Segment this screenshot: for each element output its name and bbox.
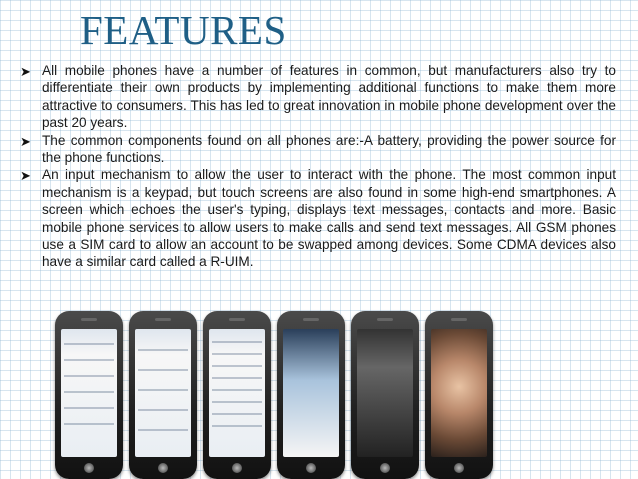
- arrow-bullet-icon: ➤: [20, 168, 31, 184]
- phone-speaker: [377, 318, 393, 321]
- phone-speaker: [81, 318, 97, 321]
- arrow-bullet-icon: ➤: [20, 64, 31, 79]
- phone-screen: [357, 329, 413, 457]
- phone-speaker: [229, 318, 245, 321]
- phone-image-row: [55, 304, 605, 479]
- phone-screen: [431, 329, 487, 457]
- bullet-text: All mobile phones have a number of features in common, but manufacturers also try to differentiate their own products by implementing additional functions to make them more attractive to consumers. This has led to great innovation in mobile phone development over the past 20 years.: [42, 63, 616, 131]
- phone-image: [129, 311, 197, 479]
- phone-speaker: [155, 318, 171, 321]
- bullet-item: [20, 132, 616, 167]
- bullet-item: [20, 166, 616, 270]
- slide-title: FEATURES: [80, 7, 287, 53]
- phone-trackball: [454, 463, 464, 473]
- phone-image: [55, 311, 123, 479]
- phone-speaker: [451, 318, 467, 321]
- bullet-item: [20, 62, 616, 132]
- phone-trackball: [84, 463, 94, 473]
- phone-trackball: [158, 463, 168, 473]
- bullet-list: [20, 62, 616, 271]
- arrow-bullet-icon: ➤: [20, 133, 31, 149]
- bullet-text: An input mechanism to allow the user to interact with the phone. The most common input mechanism is a keypad, but touch screens are also found in some high-end smartphones. A screen which echoes the user's typing, displays text messages, contacts and more. Basic mobile phone services to allow users to make calls and send text messages. All GSM phones use a SIM card to allow an account to be swapped among devices. Some CDMA devices also have a similar card called a R-UIM.: [42, 167, 616, 270]
- phone-image: [425, 311, 493, 479]
- phone-trackball: [306, 463, 316, 473]
- phone-image: [277, 311, 345, 479]
- phone-screen: [209, 329, 265, 457]
- phone-screen: [283, 329, 339, 457]
- phone-speaker: [303, 318, 319, 321]
- phone-trackball: [232, 463, 242, 473]
- bullet-text: The common components found on all phones are:-A battery, providing the power source for the phone functions.: [42, 132, 616, 166]
- phone-screen: [135, 329, 191, 457]
- phone-trackball: [380, 463, 390, 473]
- phone-image: [351, 311, 419, 479]
- phone-screen: [61, 329, 117, 457]
- phone-image: [203, 311, 271, 479]
